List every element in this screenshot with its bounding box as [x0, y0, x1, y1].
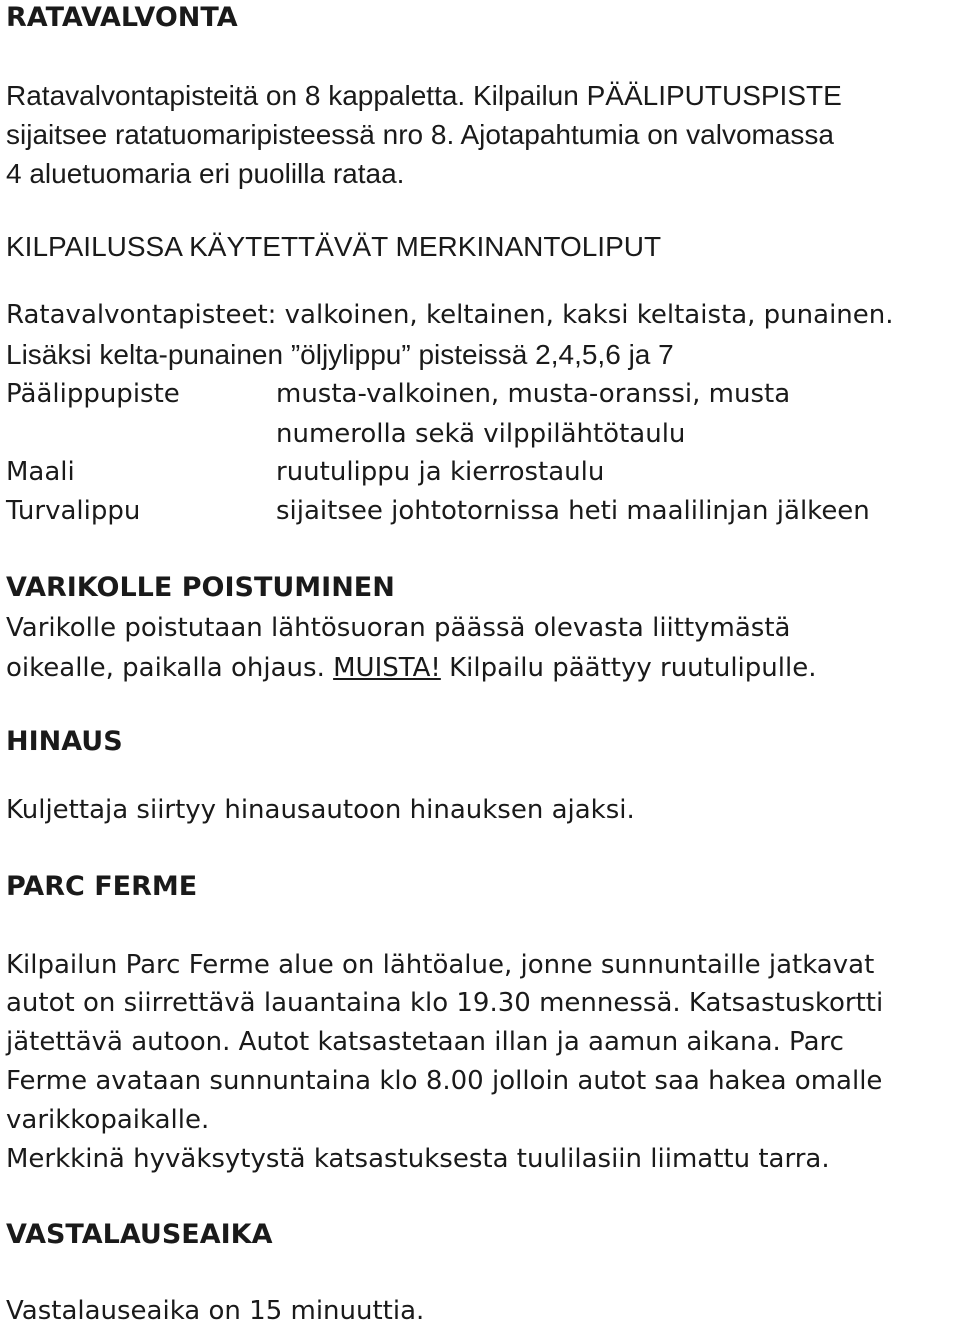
paragraph-text: Kilpailu päättyy ruutulipulle. [440, 653, 817, 683]
section-heading-parc-ferme: PARC FERME [6, 871, 198, 902]
flag-table-value: musta-valkoinen, musta-oranssi, musta [276, 379, 791, 409]
paragraph-line: Varikolle poistutaan lähtösuoran päässä olevasta liittymästä [6, 613, 791, 643]
paragraph-line: Ratavalvontapisteet: valkoinen, keltainen, kaksi keltaista, punainen. [6, 300, 894, 330]
paragraph-line [6, 652, 816, 684]
paragraph-line: Ferme avataan sunnuntaina klo 8.00 jolloin autot saa hakea omalle [6, 1066, 883, 1096]
paragraph-line: sijaitsee ratatuomaripisteessä nro 8. Ajotapahtumia on valvomassa [6, 119, 834, 150]
paragraph-line: jätettävä autoon. Autot katsastetaan illan ja aamun aikana. Parc [6, 1027, 844, 1057]
flag-table-value: sijaitsee johtotornissa heti maalilinjan jälkeen [276, 496, 870, 526]
paragraph-line: autot on siirrettävä lauantaina klo 19.30 mennessä. Katsastuskortti [6, 988, 884, 1018]
section-heading-vastalauseaika: VASTALAUSEAIKA [6, 1219, 273, 1250]
section-heading-hinaus: HINAUS [6, 726, 123, 757]
paragraph-line: varikkopaikalle. [6, 1105, 210, 1135]
paragraph-line: Merkkinä hyväksytystä katsastuksesta tuulilasiin liimattu tarra. [6, 1144, 830, 1174]
flag-table-value: numerolla sekä vilppilähtötaulu [276, 419, 686, 449]
section-heading-varikolle: VARIKOLLE POISTUMINEN [6, 572, 395, 603]
paragraph-line: Kilpailun Parc Ferme alue on lähtöalue, jonne sunnuntaille jatkavat [6, 950, 875, 980]
paragraph-text: oikealle, paikalla ohjaus. [6, 653, 334, 683]
flag-table-label: Päälippupiste [6, 379, 180, 409]
paragraph-line: Vastalauseaika on 15 minuuttia. [6, 1296, 425, 1326]
flag-table-value: ruutulippu ja kierrostaulu [276, 457, 605, 487]
paragraph-line: 4 aluetuomaria eri puolilla rataa. [6, 158, 405, 189]
flag-table-label: Turvalippu [6, 496, 141, 526]
paragraph-line: Lisäksi kelta-punainen ”öljylippu” pisteissä 2,4,5,6 ja 7 [6, 339, 674, 370]
paragraph-line: Ratavalvontapisteitä on 8 kappaletta. Kilpailun PÄÄLIPUTUSPISTE [6, 80, 842, 111]
muista-emphasis: MUISTA! [333, 653, 441, 683]
section-heading-ratavalvonta: RATAVALVONTA [6, 2, 238, 33]
section-heading-merkinantoliput: KILPAILUSSA KÄYTETTÄVÄT MERKINANTOLIPUT [6, 231, 662, 262]
paragraph-line: Kuljettaja siirtyy hinausautoon hinauksen ajaksi. [6, 795, 635, 825]
flag-table-label: Maali [6, 457, 75, 487]
